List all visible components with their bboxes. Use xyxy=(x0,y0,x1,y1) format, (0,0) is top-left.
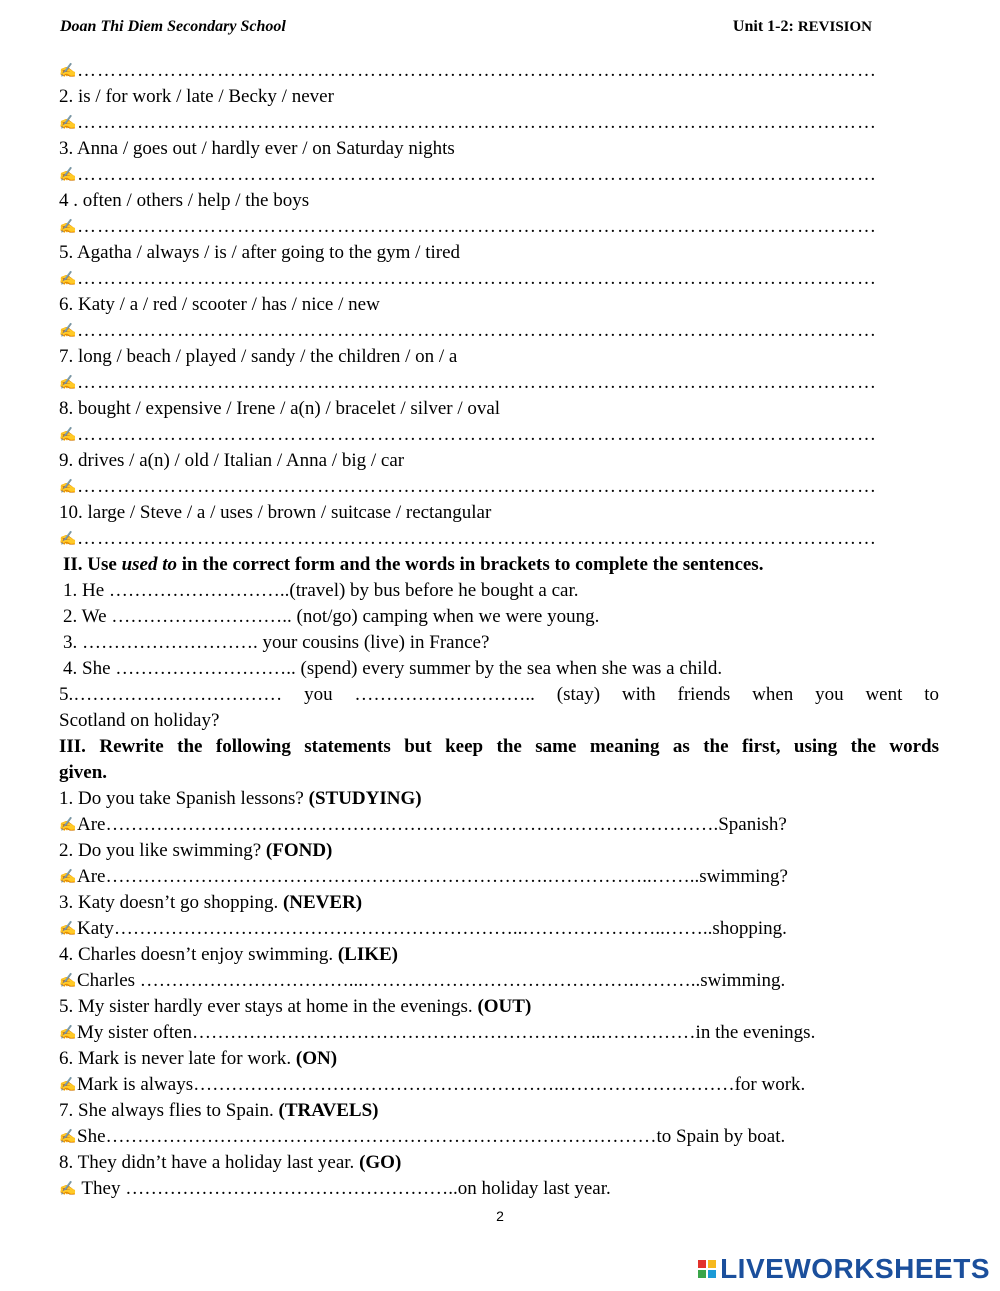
rewrite-question-6: 6. Mark is never late for work. (ON) xyxy=(59,1048,338,1069)
liveworksheets-logo[interactable] xyxy=(698,1252,990,1286)
liveworksheets-logo-icon xyxy=(698,1260,716,1278)
keyword: (GO) xyxy=(359,1152,402,1173)
writing-hand-icon: ✍ xyxy=(59,870,77,885)
writing-hand-icon: ✍ xyxy=(59,428,77,443)
prompt-8: 8. bought / expensive / Irene / a(n) / bracelet / silver / oval xyxy=(59,398,501,419)
prompt-2: 2. is / for work / late / Becky / never xyxy=(59,86,334,107)
rewrite-answer-8[interactable]: ✍ They ……………………………………………..on holiday last year. xyxy=(59,1176,939,1202)
keyword: (OUT) xyxy=(477,996,532,1017)
section-3-heading: III. Rewrite the following statements but keep the same meaning as the first, using the words xyxy=(59,736,939,757)
rewrite-answer-5[interactable]: ✍My sister often………………………………………………………..……………in the evenings. xyxy=(59,1020,939,1046)
worksheet-content xyxy=(59,58,939,1202)
brand-name: LIVEWORKSHEETS xyxy=(720,1253,990,1284)
rewrite-question-1: 1. Do you take Spanish lessons? (STUDYING) xyxy=(59,788,422,809)
answer-line[interactable]: ✍………………………………………………………………………………………………………… xyxy=(59,110,939,136)
keyword: (STUDYING) xyxy=(308,788,422,809)
prompt-7: 7. long / beach / played / sandy / the children / on / a xyxy=(59,346,458,367)
used-to-item-5[interactable]: 5.…………………………… you ……………………….. (stay) with friends when you went to xyxy=(59,684,939,705)
writing-hand-icon: ✍ xyxy=(59,220,77,235)
writing-hand-icon: ✍ xyxy=(59,116,77,131)
rewrite-question-2: 2. Do you like swimming? (FOND) xyxy=(59,840,333,861)
answer-line[interactable]: ✍………………………………………………………………………………………………………… xyxy=(59,370,939,396)
writing-hand-icon: ✍ xyxy=(59,532,77,547)
rewrite-question-5: 5. My sister hardly ever stays at home in the evenings. (OUT) xyxy=(59,996,532,1017)
rewrite-answer-2[interactable]: ✍Are…………………………………………………………….……………..……..swimming? xyxy=(59,864,939,890)
rewrite-question-7: 7. She always flies to Spain. (TRAVELS) xyxy=(59,1100,379,1121)
prompt-3: 3. Anna / goes out / hardly ever / on Saturday nights xyxy=(59,138,455,159)
section-3-heading-cont: given. xyxy=(59,762,108,783)
writing-hand-icon: ✍ xyxy=(59,324,77,339)
keyword: (TRAVELS) xyxy=(278,1100,379,1121)
keyword: (LIKE) xyxy=(337,944,399,965)
answer-line[interactable]: ✍………………………………………………………………………………………………………… xyxy=(59,266,939,292)
used-to-emphasis: used to xyxy=(121,554,178,575)
rewrite-question-4: 4. Charles doesn’t enjoy swimming. (LIKE) xyxy=(59,944,399,965)
section-2-heading: II. Use used to in the correct form and the words in brackets to complete the sentences. xyxy=(63,554,764,575)
answer-line[interactable]: ✍………………………………………………………………………………………………………… xyxy=(59,58,939,84)
used-to-item-3[interactable]: 3. ………………………. your cousins (live) in France? xyxy=(63,632,490,653)
writing-hand-icon: ✍ xyxy=(59,272,77,287)
prompt-9: 9. drives / a(n) / old / Italian / Anna / big / car xyxy=(59,450,405,471)
writing-hand-icon: ✍ xyxy=(59,1026,77,1041)
writing-hand-icon: ✍ xyxy=(59,1182,77,1197)
rewrite-question-3: 3. Katy doesn’t go shopping. (NEVER) xyxy=(59,892,363,913)
prompt-5: 5. Agatha / always / is / after going to the gym / tired xyxy=(59,242,461,263)
rewrite-answer-1[interactable]: ✍Are…………………………………………………………………………………….Spanish? xyxy=(59,812,939,838)
answer-line[interactable]: ✍………………………………………………………………………………………………………… xyxy=(59,474,939,500)
unit-title xyxy=(733,18,872,36)
prompt-10: 10. large / Steve / a / uses / brown / suitcase / rectangular xyxy=(59,502,492,523)
writing-hand-icon: ✍ xyxy=(59,1078,77,1093)
page-header xyxy=(60,18,872,44)
unit-prefix: Unit 1-2: xyxy=(732,18,798,35)
writing-hand-icon: ✍ xyxy=(59,376,77,391)
answer-line[interactable]: ✍………………………………………………………………………………………………………… xyxy=(59,214,939,240)
answer-line[interactable]: ✍………………………………………………………………………………………………………… xyxy=(59,318,939,344)
writing-hand-icon: ✍ xyxy=(59,64,77,79)
prompt-4: 4 . often / others / help / the boys xyxy=(59,190,310,211)
used-to-item-4[interactable]: 4. She ……………………….. (spend) every summer by the sea when she was a child. xyxy=(63,658,723,679)
answer-line[interactable]: ✍………………………………………………………………………………………………………… xyxy=(59,526,939,552)
rewrite-answer-4[interactable]: ✍Charles ……………………………...…………………………………….………..swimming. xyxy=(59,968,939,994)
prompt-6: 6. Katy / a / red / scooter / has / nice / new xyxy=(59,294,380,315)
unit-subtitle: REVISION xyxy=(797,19,872,35)
answer-line[interactable]: ✍………………………………………………………………………………………………………… xyxy=(59,162,939,188)
keyword: (NEVER) xyxy=(282,892,363,913)
writing-hand-icon: ✍ xyxy=(59,974,77,989)
rewrite-answer-3[interactable]: ✍Katy………………………………………………………..…………………..……..shopping. xyxy=(59,916,939,942)
used-to-item-5-cont: Scotland on holiday? xyxy=(59,710,220,731)
used-to-item-2[interactable]: 2. We ……………………….. (not/go) camping when we were young. xyxy=(63,606,600,627)
writing-hand-icon: ✍ xyxy=(59,922,77,937)
keyword: (FOND) xyxy=(265,840,333,861)
rewrite-question-8: 8. They didn’t have a holiday last year. (GO) xyxy=(59,1152,402,1173)
used-to-item-1[interactable]: 1. He ………………………..(travel) by bus before he bought a car. xyxy=(63,580,579,601)
keyword: (ON) xyxy=(295,1048,338,1069)
answer-line[interactable]: ✍………………………………………………………………………………………………………… xyxy=(59,422,939,448)
school-name: Doan Thi Diem Secondary School xyxy=(60,18,286,35)
writing-hand-icon: ✍ xyxy=(59,480,77,495)
rewrite-answer-7[interactable]: ✍She……………………………………………………………………………to Spain by boat. xyxy=(59,1124,939,1150)
page-number: 2 xyxy=(496,1208,504,1224)
rewrite-answer-6[interactable]: ✍Mark is always…………………………………………………..………………………for work. xyxy=(59,1072,939,1098)
writing-hand-icon: ✍ xyxy=(59,818,77,833)
writing-hand-icon: ✍ xyxy=(59,168,77,183)
writing-hand-icon: ✍ xyxy=(59,1130,77,1145)
